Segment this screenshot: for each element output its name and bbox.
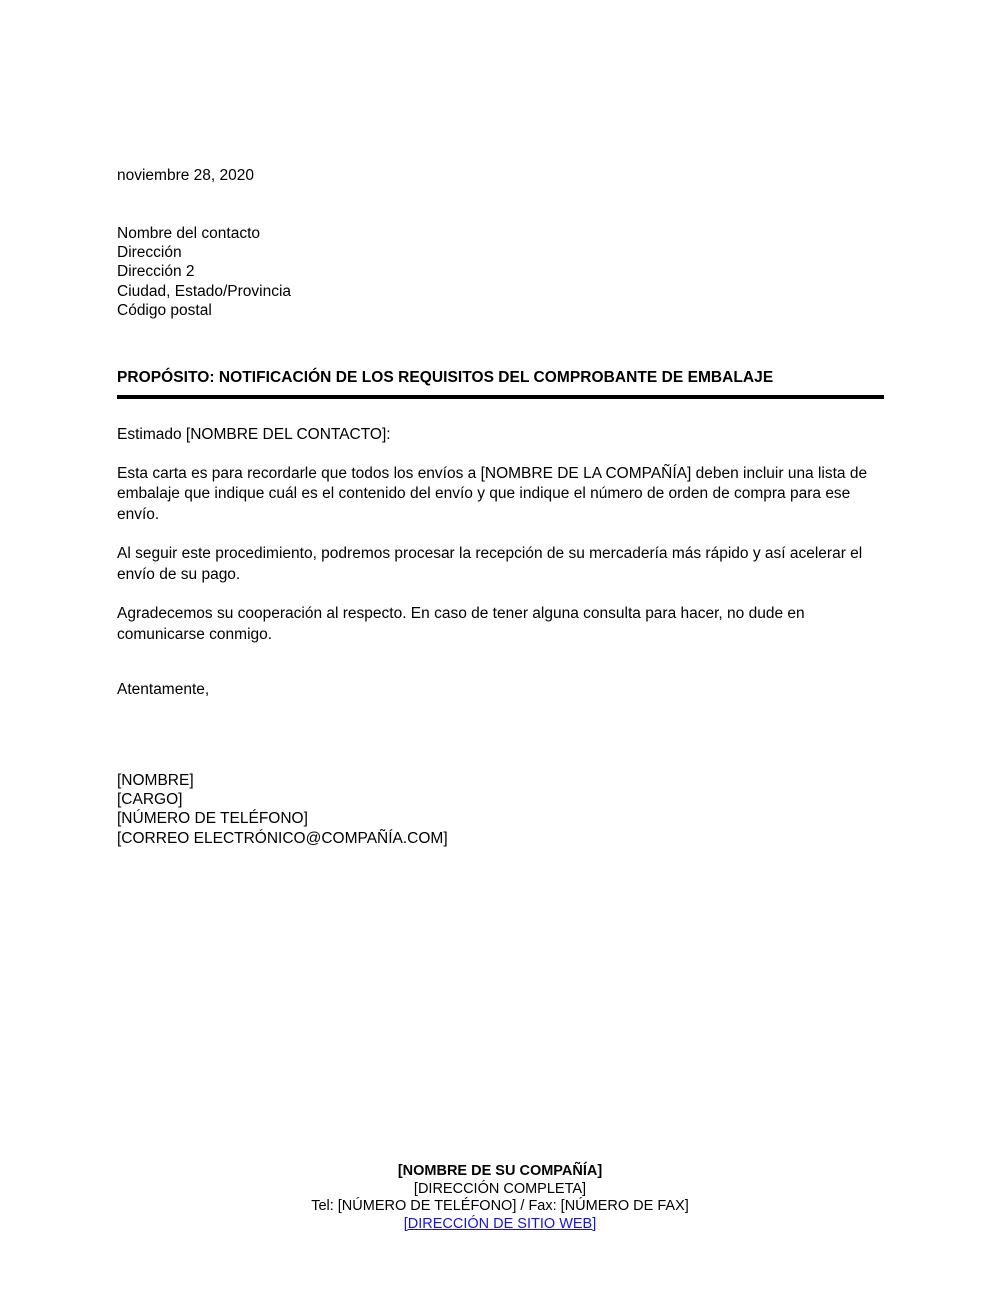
closing-salutation: Atentamente, xyxy=(117,681,210,699)
address-line: Nombre del contacto xyxy=(117,224,261,242)
address-line: Código postal xyxy=(117,302,212,320)
recipient-address-block xyxy=(117,224,884,321)
body-paragraph: Esta carta es para recordarle que todos los envíos a [NOMBRE DE LA COMPAÑÍA] deben incluir una lista de embalaje que indique cuál es el contenido del envío y que indique el número de orden de compra para ese envío. xyxy=(117,464,868,523)
subject-heading: PROPÓSITO: NOTIFICACIÓN DE LOS REQUISITOS DEL COMPROBANTE DE EMBALAJE xyxy=(117,368,774,386)
footer-address: [DIRECCIÓN COMPLETA] xyxy=(413,1180,587,1197)
address-line: Dirección 2 xyxy=(117,263,195,281)
page-footer xyxy=(0,1163,1000,1233)
body-paragraph: Al seguir este procedimiento, podremos procesar la recepción de su mercadería más rápido y así acelerar el envío de su pago. xyxy=(117,545,863,583)
salutation: Estimado [NOMBRE DEL CONTACTO]: xyxy=(117,426,391,444)
footer-contact: Tel: [NÚMERO DE TELÉFONO] / Fax: [NÚMERO DE FAX] xyxy=(311,1198,689,1215)
signature-block xyxy=(117,771,884,849)
address-line: Ciudad, Estado/Provincia xyxy=(117,282,292,300)
letter-body xyxy=(117,166,884,848)
signature-line: [CARGO] xyxy=(117,790,183,808)
address-line: Dirección xyxy=(117,243,182,261)
signature-line: [CORREO ELECTRÓNICO@COMPAÑÍA.COM] xyxy=(117,829,448,847)
signature-line: [NÚMERO DE TELÉFONO] xyxy=(117,810,308,828)
footer-website-link[interactable]: [DIRECCIÓN DE SITIO WEB] xyxy=(403,1215,597,1232)
letter-date: noviembre 28, 2020 xyxy=(117,167,255,184)
footer-company-name: [NOMBRE DE SU COMPAÑÍA] xyxy=(397,1163,603,1179)
horizontal-rule xyxy=(117,395,884,399)
body-paragraph: Agradecemos su cooperación al respecto. En caso de tener alguna consulta para hacer, no dude en comunicarse conmigo. xyxy=(117,605,805,643)
subject-section xyxy=(117,368,884,400)
signature-line: [NOMBRE] xyxy=(117,771,194,789)
